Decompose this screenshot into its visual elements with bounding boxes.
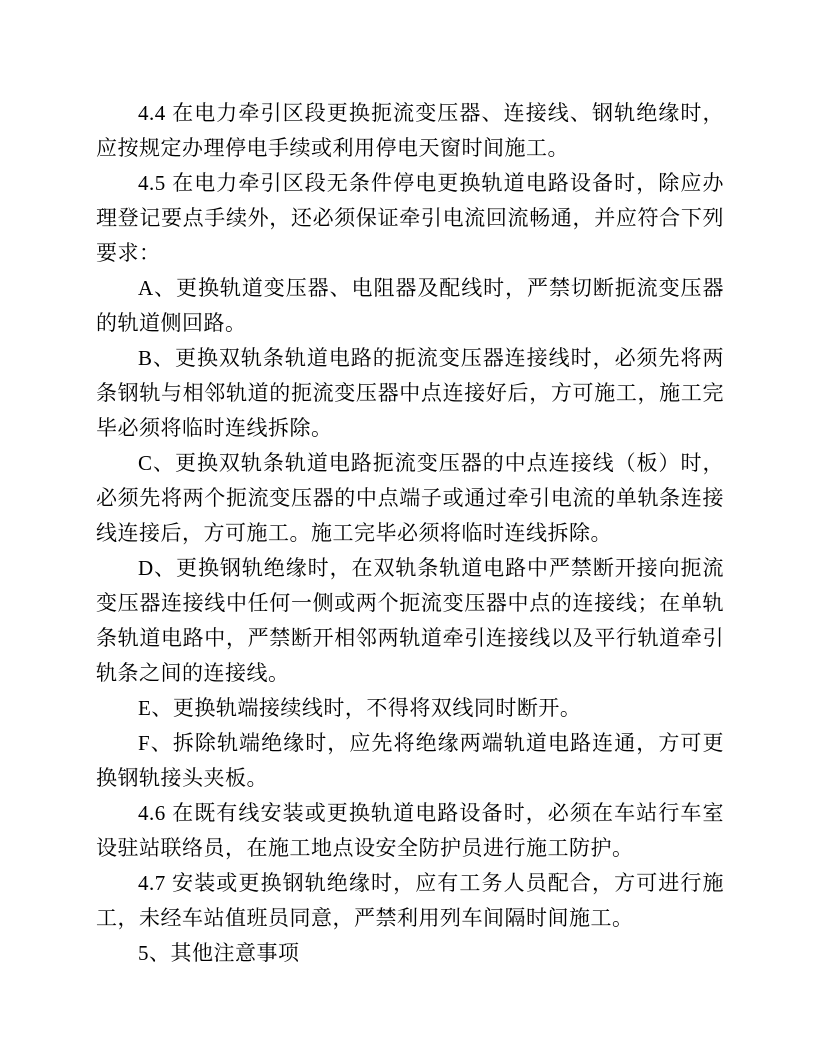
paragraph-item-a: A、更换轨道变压器、电阻器及配线时，严禁切断扼流变压器的轨道侧回路。 xyxy=(96,276,724,335)
paragraph-item-f: F、拆除轨端绝缘时，应先将绝缘两端轨道电路连通，方可更换钢轨接头夹板。 xyxy=(96,731,724,790)
paragraph-item-d: D、更换钢轨绝缘时，在双轨条轨道电路中严禁断开接向扼流变压器连接线中任何一侧或两个扼流变压器中点的连接线；在单轨条轨道电路中，严禁断开相邻两轨道牵引连接线以及平行轨道牵引轨条之间的连接线。 xyxy=(96,556,724,685)
paragraph-item-b: B、更换双轨条轨道电路的扼流变压器连接线时，必须先将两条钢轨与相邻轨道的扼流变压器中点连接好后，方可施工，施工完毕必须将临时连线拆除。 xyxy=(96,346,724,440)
document-text-block xyxy=(96,96,724,971)
paragraph-item-e: E、更换轨端接续线时，不得将双线同时断开。 xyxy=(138,696,582,720)
paragraph-item-c: C、更换双轨条轨道电路扼流变压器的中点连接线（板）时，必须先将两个扼流变压器的中点端子或通过牵引电流的单轨条连接线连接后，方可施工。施工完毕必须将临时连线拆除。 xyxy=(96,451,724,545)
paragraph-clause-4-6: 4.6 在既有线安装或更换轨道电路设备时，必须在车站行车室设驻站联络员，在施工地点设安全防护员进行施工防护。 xyxy=(96,801,724,860)
paragraph-clause-4-4: 4.4 在电力牵引区段更换扼流变压器、连接线、钢轨绝缘时，应按规定办理停电手续或利用停电天窗时间施工。 xyxy=(96,101,724,160)
paragraph-heading-5: 5、其他注意事项 xyxy=(138,941,300,965)
paragraph-clause-4-7: 4.7 安装或更换钢轨绝缘时，应有工务人员配合，方可进行施工，未经车站值班员同意，严禁利用列车间隔时间施工。 xyxy=(96,871,724,930)
paragraph-clause-4-5: 4.5 在电力牵引区段无条件停电更换轨道电路设备时，除应办理登记要点手续外，还必须保证牵引电流回流畅通，并应符合下列要求： xyxy=(96,171,724,265)
